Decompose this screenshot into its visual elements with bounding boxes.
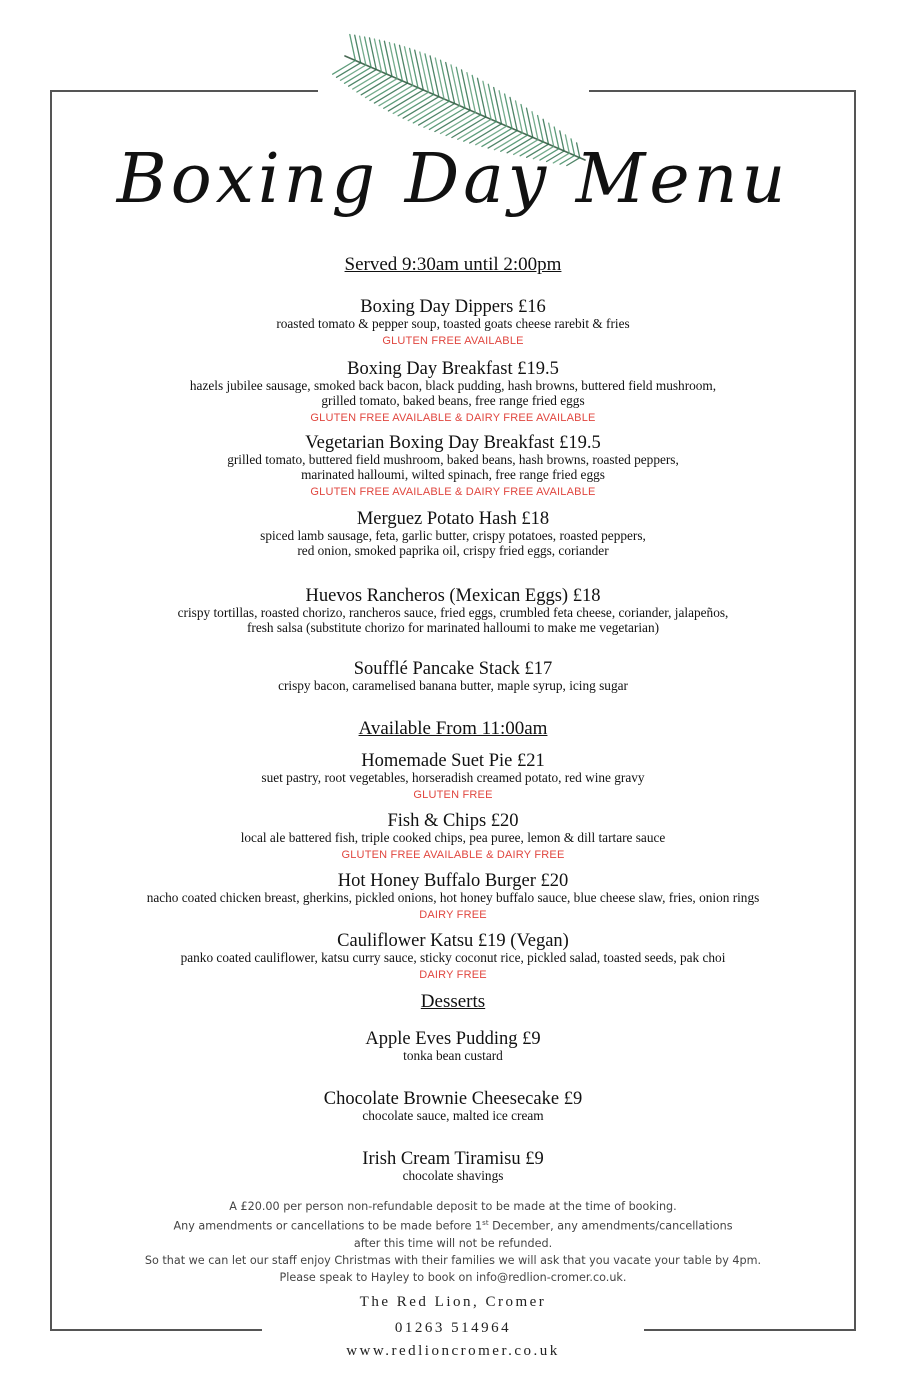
menu-item xyxy=(0,1150,906,1183)
item-name: Huevos Rancheros (Mexican Eggs) £18 xyxy=(305,586,601,606)
item-description: marinated halloumi, wilted spinach, free range fried eggs xyxy=(301,467,605,482)
item-name: Chocolate Brownie Cheesecake £9 xyxy=(323,1089,583,1109)
menu-item xyxy=(0,434,906,499)
dietary-note: DAIRY FREE xyxy=(419,909,487,921)
notes-vacate: So that we can let our staff enjoy Christmas with their families we will ask that you vacate your table by 4pm. xyxy=(144,1253,762,1267)
menu-title: Boxing Day Menu xyxy=(116,140,790,219)
available-heading: Available From 11:00am xyxy=(358,718,548,739)
item-name: Boxing Day Dippers £16 xyxy=(360,297,546,317)
notes-contact: Please speak to Hayley to book on info@redlion-cromer.co.uk. xyxy=(279,1270,627,1284)
menu-item xyxy=(0,1090,906,1123)
restaurant-name: The Red Lion, Cromer xyxy=(359,1294,547,1310)
menu-item xyxy=(0,812,906,862)
item-description: crispy bacon, caramelised banana butter, maple syrup, icing sugar xyxy=(278,678,628,693)
item-name: Boxing Day Breakfast £19.5 xyxy=(347,359,559,379)
item-description: suet pastry, root vegetables, horseradish creamed potato, red wine gravy xyxy=(261,770,645,785)
frame-right xyxy=(854,90,856,1330)
menu-item xyxy=(0,752,906,802)
notes-amendments-sup: st xyxy=(482,1219,489,1227)
menu-item xyxy=(0,660,906,693)
dietary-note: GLUTEN FREE AVAILABLE xyxy=(382,335,524,347)
dietary-note: GLUTEN FREE AVAILABLE & DAIRY FREE AVAILABLE xyxy=(310,412,596,424)
menu-item xyxy=(0,360,906,425)
dietary-note: GLUTEN FREE AVAILABLE & DAIRY FREE AVAILABLE xyxy=(310,486,596,498)
item-description: crispy tortillas, roasted chorizo, rancheros sauce, fried eggs, crumbled feta cheese, coriander, jalapeños, xyxy=(177,605,729,620)
item-description: fresh salsa (substitute chorizo for marinated halloumi to make me vegetarian) xyxy=(246,620,660,635)
item-description: grilled tomato, buttered field mushroom, baked beans, hash browns, roasted peppers, xyxy=(227,452,679,467)
item-description: tonka bean custard xyxy=(403,1048,503,1063)
item-description: chocolate shavings xyxy=(402,1168,504,1183)
item-description: hazels jubilee sausage, smoked back bacon, black pudding, hash browns, buttered field mushroom, xyxy=(189,378,717,393)
item-description: nacho coated chicken breast, gherkins, pickled onions, hot honey buffalo sauce, blue cheese slaw, fries, onion rings xyxy=(146,890,760,905)
desserts-heading: Desserts xyxy=(420,991,486,1012)
menu-item xyxy=(0,1030,906,1063)
notes-amendments xyxy=(0,1215,906,1235)
notes-deposit: A £20.00 per person non-refundable deposit to be made at the time of booking. xyxy=(229,1200,677,1213)
item-description: local ale battered fish, triple cooked chips, pea puree, lemon & dill tartare sauce xyxy=(240,830,666,845)
menu-item xyxy=(0,872,906,922)
item-name: Hot Honey Buffalo Burger £20 xyxy=(337,871,569,891)
item-name: Irish Cream Tiramisu £9 xyxy=(362,1149,544,1169)
item-description: spiced lamb sausage, feta, garlic butter, crispy potatoes, roasted peppers, xyxy=(260,528,646,543)
dietary-note: GLUTEN FREE xyxy=(413,789,493,801)
menu-item xyxy=(0,932,906,982)
item-name: Vegetarian Boxing Day Breakfast £19.5 xyxy=(305,433,601,453)
item-name: Cauliflower Katsu £19 (Vegan) xyxy=(337,931,569,951)
website-link[interactable]: www.redlioncromer.co.uk xyxy=(346,1343,560,1359)
item-description: red onion, smoked paprika oil, crispy fried eggs, coriander xyxy=(297,543,609,558)
notes-amendments-post: December, any amendments/cancellations xyxy=(488,1219,733,1233)
served-heading: Served 9:30am until 2:00pm xyxy=(344,254,562,275)
notes-refund: after this time will not be refunded. xyxy=(353,1236,553,1250)
item-description: chocolate sauce, malted ice cream xyxy=(362,1108,544,1123)
menu-item xyxy=(0,298,906,348)
item-description: grilled tomato, baked beans, free range fried eggs xyxy=(321,393,585,408)
item-name: Fish & Chips £20 xyxy=(387,811,519,831)
item-description: roasted tomato & pepper soup, toasted goats cheese rarebit & fries xyxy=(276,316,630,331)
menu-item xyxy=(0,587,906,635)
item-name: Apple Eves Pudding £9 xyxy=(365,1029,541,1049)
notes-amendments-pre: Any amendments or cancellations to be made before 1 xyxy=(173,1219,483,1233)
item-name: Merguez Potato Hash £18 xyxy=(356,509,550,529)
frame-top-right xyxy=(589,90,856,92)
dietary-note: GLUTEN FREE AVAILABLE & DAIRY FREE xyxy=(341,849,565,861)
frame-left xyxy=(50,90,52,1330)
item-description: panko coated cauliflower, katsu curry sauce, sticky coconut rice, pickled salad, toasted seeds, pak choi xyxy=(180,950,726,965)
dietary-note: DAIRY FREE xyxy=(419,969,487,981)
frame-top-left xyxy=(50,90,318,92)
item-name: Homemade Suet Pie £21 xyxy=(361,751,545,771)
item-name: Soufflé Pancake Stack £17 xyxy=(353,659,553,679)
menu-item xyxy=(0,510,906,558)
booking-notes xyxy=(0,1198,906,1286)
phone-number: 01263 514964 xyxy=(394,1320,512,1336)
